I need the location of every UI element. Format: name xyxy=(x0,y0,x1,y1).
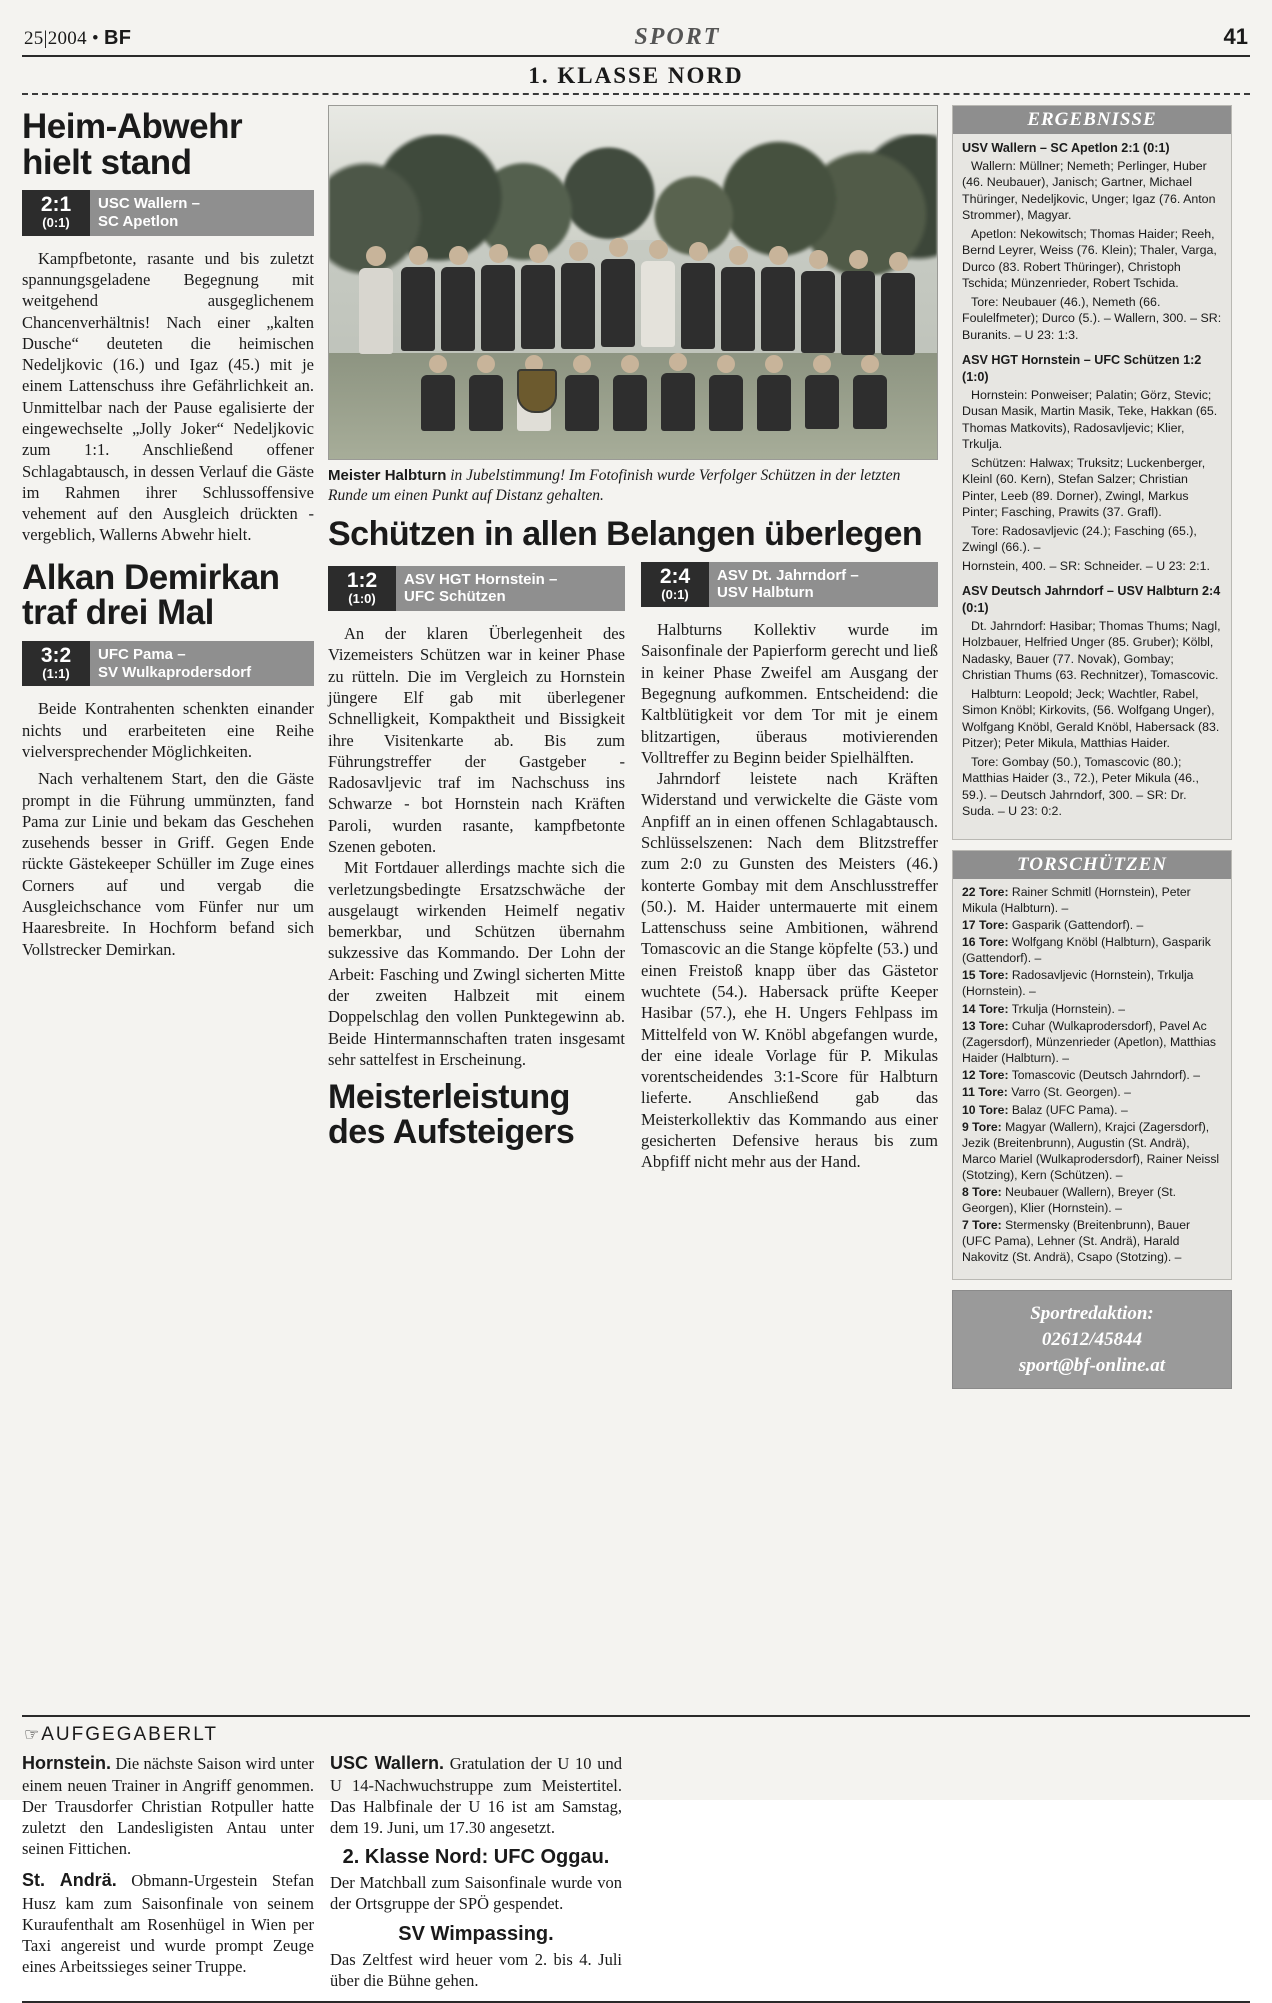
aufgegabert-item-heading: USC Wallern. xyxy=(330,1753,444,1773)
aufgegabert-col-1 xyxy=(22,1752,314,1993)
score-fulltime: 1:2 xyxy=(346,568,378,592)
match-venue: Hornstein, 400. – SR: Schneider. – U 23: 2:1. xyxy=(962,558,1210,573)
scorer-count: 22 Tore: xyxy=(962,884,1009,899)
scorebox-jahrndorf-halbturn xyxy=(641,562,938,607)
scorer-names: Neubauer (Wallern), Breyer (St. Georgen), Klier (Hornstein). – xyxy=(962,1185,1177,1215)
photo-caption-lead: Meister Halbturn xyxy=(328,467,447,484)
aufgegabert-item-text: Obmann-Urgestein Stefan Husz kam zum Saisonfinale von seinem Kuraufenthalt am Rosenhügel in Wien per Taxi angereist und wurde prompt Zeuge eines Arbeitssieges seiner Truppe. xyxy=(22,1871,314,1976)
photo-person xyxy=(359,246,393,354)
scorebox-score xyxy=(641,562,709,607)
match-goals: Tore: Gombay (50.), Tomascovic (80.); Matthias Haider (3., 72.), Peter Mikula (46., 59.). – Deutsch Jahrndorf, 300. – SR: Dr. Suda. – U 23: 0:2. xyxy=(962,754,1199,819)
aufgegabert-item xyxy=(330,1752,622,1838)
page-content xyxy=(22,105,1250,1705)
aufgegabert-item-text: Gratulation der U 10 und U 14-Nachwuchstruppe zum Meistertitel. Das Halbfinale der U 16 ist am Samstag, dem 19. Juni, um 17.30 angesetzt. xyxy=(330,1754,622,1838)
team-away: SV Wulkaprodersdorf xyxy=(98,663,252,681)
match-lineup-away: Halbturn: Leopold; Jeck; Wachtler, Rabel, Simon Knöbl; Kirkovits, (56. Wolfgang Unger), Wolfgang Knöbl, Gerald Knöbl, Habersack (83. Pitzer); Peter Mikula, Matthias Haider. xyxy=(962,686,1220,751)
scorer-names: Magyar (Wallern), Krajci (Zagersdorf), Jezik (Breitenbrunn), Augustin (St. Andrä), Marco Mariel (Wulkaprodersdorf), Rainer Neissl (Stotzing), Kern (Schützen). – xyxy=(962,1120,1220,1182)
aufgegabert-col-2 xyxy=(330,1752,622,1993)
scorer-row xyxy=(962,885,1222,917)
photo-person xyxy=(401,246,435,351)
team-photo xyxy=(328,105,938,460)
photo-caption xyxy=(328,466,938,505)
aufgegabert-section xyxy=(22,1715,1250,2003)
scorer-row xyxy=(962,1085,1222,1101)
photo-person xyxy=(761,246,795,351)
scorer-names: Gasparik (Gattendorf). – xyxy=(1011,917,1144,932)
photo-person xyxy=(801,250,835,353)
scorers-panel xyxy=(952,850,1232,1281)
photo-person xyxy=(421,355,455,431)
aufgegabert-item-lead: St. Andrä. xyxy=(22,1870,117,1891)
scorer-names: Trkulja (Hornstein). – xyxy=(1011,1001,1126,1016)
aufgegabert-item-text: Das Zeltfest wird heuer vom 2. bis 4. Juli über die Bühne gehen. xyxy=(330,1949,622,1990)
match-goals: Tore: Neubauer (46.), Nemeth (66. Foulelfmeter); Durco (5.). – Wallern, 300. – SR: Buranits. – U 23: 1:3. xyxy=(962,294,1222,342)
scorebox-teams xyxy=(396,566,565,611)
scorer-names: Radosavljevic (Hornstein), Trkulja (Hornstein). – xyxy=(962,968,1194,999)
brand-name: BF xyxy=(103,27,132,49)
match-lineup-home: Hornstein: Ponweiser; Palatin; Görz, Stevic; Dusan Masik, Martin Masik, Teke, Hakkan (65. Thomas Matkovits), Radosavljevic; Klier, Trkulja. xyxy=(962,387,1218,452)
aufgegabert-columns xyxy=(22,1752,1250,1993)
scorebox-wallern-apetlon xyxy=(22,190,314,235)
aufgegabert-item-heading: SV Wimpassing. xyxy=(398,1922,554,1945)
scorebox-score xyxy=(22,641,90,686)
scorer-names: Cuhar (Wulkaprodersdorf), Pavel Ac (Zagersdorf), Münzenrieder (Apetlon), Matthias Haider (Halbturn). – xyxy=(962,1019,1217,1065)
result-match xyxy=(962,140,1222,343)
match-title: ASV HGT Hornstein – UFC Schützen 1:2 (1:0) xyxy=(962,353,1202,384)
aufgegabert-item xyxy=(22,1752,314,1859)
scorer-row xyxy=(962,1120,1222,1183)
pointer-icon: ☞ xyxy=(24,1725,42,1744)
scorer-row xyxy=(962,1002,1222,1018)
right-column xyxy=(952,105,1232,1705)
aufgegabert-col-3 xyxy=(638,1752,918,1993)
team-home: UFC Pama – xyxy=(98,646,186,664)
article-body-meisterleistung-1: Halbturns Kollektiv wurde im Saisonfinale der Papierform gerecht und ließ in keiner Phase Zweifel am Ausgang der Begegnung aufkommen. Entscheidend: die Kaltblütigkeit vor dem Tor mit je einem blitzartigen, überaus motivierenden Volltreffer zu Beginn beider Spielhälften. xyxy=(641,620,938,767)
aufgegabert-title-text: AUFGEGABERLT xyxy=(41,1724,218,1745)
results-panel-title: ERGEBNISSE xyxy=(953,106,1231,134)
scorebox-teams xyxy=(90,641,259,686)
scorer-count: 12 Tore: xyxy=(962,1068,1009,1083)
photo-person xyxy=(881,252,915,355)
scorer-names: Stermensky (Breitenbrunn), Bauer (UFC Pama), Lehner (St. Andrä), Harald Nakovitz (St. Andrä), Csapo (Stotzing). – xyxy=(962,1218,1191,1265)
photo-person xyxy=(641,240,675,347)
aufgegabert-item-text: Der Matchball zum Saisonfinale wurde von der Ortsgruppe der SPÖ gespendet. xyxy=(330,1873,622,1914)
scorer-names: Varro (St. Georgen). – xyxy=(1011,1085,1131,1100)
article-body-schuetzen-1: An der klaren Überlegenheit des Vizemeisters Schützen war in keiner Phase zu rütteln. Die im Vergleich zu Hornstein jüngere Elf gab mit überlegener Schnelligkeit, Kompaktheit und Bissigkeit ihre Visitenkarte ab. Bis zum Führungstreffer der Gastgeber - Radosavljevic traf im Nachschuss ins Schwarze - bot Hornstein nach Kräften Paroli, wurden rasante, kampfbetonte Szenen geboten. xyxy=(328,624,625,856)
score-fulltime: 3:2 xyxy=(40,644,72,668)
article-body-heim-abwehr: Kampfbetonte, rasante und bis zuletzt spannungsgeladene Begegnung mit weitgehend ausgeglichenem Chancenverhältnis! Nach einer „kalten Dusche“ deuteten die heimischen Nedeljkovic (16.) und Igaz (45.) mit je einem Lattenschuss ihre Gefährlichkeit an. Unmittelbar nach der Pause egalisierte der eingewechselte „Jolly Joker“ Nedeljkovic zum 1:1. Anschließend offener Schlagabtausch, in dessen Verlauf die Gäste im Rahmen ihrer Schlussoffensive vehement auf den Ausgleich drückten - vergeblich, Wallerns Abwehr hielt. xyxy=(22,248,314,545)
photo-person xyxy=(601,238,635,347)
page-number: 41 xyxy=(1223,24,1248,49)
scorer-row xyxy=(962,968,1222,1000)
scorer-count: 11 Tore: xyxy=(962,1085,1008,1100)
article-headline-meisterleistung: Meisterleistung des Aufsteigers xyxy=(328,1078,575,1151)
aufgegabert-item-lead: Hornstein. xyxy=(22,1753,112,1773)
photo-person xyxy=(805,355,839,429)
scorer-row xyxy=(962,1068,1222,1084)
article-headline-heim-abwehr: Heim-Abwehr hielt stand xyxy=(22,107,243,182)
scorebox-hornstein-schuetzen xyxy=(328,566,625,611)
scorer-count: 10 Tore: xyxy=(962,1102,1009,1117)
match-lineup-home: Wallern: Müllner; Nemeth; Perlinger, Huber (46. Neubauer), Janisch; Gartner, Michael Thüringer, Nedeljkovic, Unger; Igaz (76. Anton Strommer), Magyar. xyxy=(962,158,1216,223)
scorebox-hornstein-schuetzen-wrapper xyxy=(328,566,625,611)
photo-person xyxy=(565,355,599,431)
scorer-row xyxy=(962,935,1222,967)
score-fulltime: 2:1 xyxy=(40,193,72,217)
photo-person xyxy=(721,246,755,351)
masthead xyxy=(22,18,1250,53)
photo-person xyxy=(441,246,475,351)
middle-column xyxy=(328,105,938,1705)
scorer-names: Wolfgang Knöbl (Halbturn), Gasparik (Gattendorf). – xyxy=(962,935,1211,966)
contact-email[interactable]: sport@bf-online.at xyxy=(1018,1354,1166,1376)
scorer-count: 8 Tore: xyxy=(962,1185,1002,1200)
aufgegabert-title xyxy=(22,1721,1250,1752)
result-match xyxy=(962,352,1222,574)
scorebox-score xyxy=(328,566,396,611)
masthead-section: SPORT xyxy=(634,24,721,50)
scorers-panel-title: TORSCHÜTZEN xyxy=(953,851,1231,879)
scorer-count: 16 Tore: xyxy=(962,935,1009,950)
result-match xyxy=(962,583,1222,819)
scorebox-teams xyxy=(709,562,867,607)
article-body-schuetzen-2: Mit Fortdauer allerdings machte sich die verletzungsbedingte Ersatzschwäche der ausgelaugt wirkenden Heimelf negativ bemerkbar, und Schützen übernahm sukzessive das Kommando. Der Lohn der Arbeit: Fasching und Zwingl sicherten Mitte der zweiten Halbzeit mit einem Doppelschlag den vollen Punktegewinn ab. Beide Hintermannschaften traten insgesamt sehr sattelfest in Erscheinung. xyxy=(328,858,625,1069)
scorer-count: 14 Tore: xyxy=(962,1001,1009,1016)
score-halftime: (1:0) xyxy=(348,590,376,606)
scorer-row xyxy=(962,918,1222,934)
aufgegabert-item xyxy=(22,1869,314,1976)
scorer-count: 13 Tore: xyxy=(962,1019,1009,1034)
scorebox-score xyxy=(22,190,90,235)
article-schuetzen-columns xyxy=(328,562,938,1173)
team-home: ASV HGT Hornstein – xyxy=(404,570,558,588)
contact-box xyxy=(952,1290,1232,1389)
scorebox-teams xyxy=(90,190,208,235)
issue-info xyxy=(24,27,131,50)
article-body-demirkan-1: Beide Kontrahenten schenkten einander nichts und erarbeiteten eine Reihe vielversprechender Möglichkeiten. xyxy=(22,699,314,761)
scorebox-jahrndorf-halbturn-wrapper xyxy=(641,562,938,607)
score-fulltime: 2:4 xyxy=(659,564,691,588)
article-body-meisterleistung-2: Jahrndorf leistete nach Kräften Widerstand und verwickelte die Gäste vom Anpfiff an in einen offenen Schlagabtausch. Schlüsselszenen: Nach dem Blitzstreffer zum 2:0 zu Gunsten des Meisters (46.) konterte Gombay mit dem Anschlusstreffer (50.). M. Haider untermauerte mit einem Lattenschuss seine Ambitionen, während Tomascovic an die Stange köpfelte (53.) und einen Freistoß knapp über das Gästetor wuchtete (54.). Habersack prüfte Keeper Hasibar (57.), ehe H. Ungers Fehlpass im Mittelfeld von W. Knöbl abgefangen wurde, der eine ideale Vorlage für P. Mikulas vorentscheidendes 3:1-Score für Halbturn lieferte. Anschließend gab das Meisterkollektiv das Kommando aus einer gesicherten Defensive heraus bis zum Abpfiff nicht mehr aus der Hand. xyxy=(641,769,938,1172)
score-halftime: (1:1) xyxy=(42,666,70,682)
match-title: USV Wallern – SC Apetlon 2:1 (0:1) xyxy=(962,141,1170,155)
scorer-row xyxy=(962,1019,1222,1067)
scorer-names: Rainer Schmitl (Hornstein), Peter Mikula (Halbturn). – xyxy=(962,884,1191,915)
score-halftime: (0:1) xyxy=(42,215,70,231)
team-home: ASV Dt. Jahrndorf – xyxy=(717,566,859,584)
article-headline-schuetzen: Schützen in allen Belangen überlegen xyxy=(328,515,923,554)
photo-person xyxy=(757,355,791,431)
scorebox-pama-wulkaprodersdorf xyxy=(22,641,314,686)
scorer-row xyxy=(962,1185,1222,1217)
aufgegabert-item-heading: 2. Klasse Nord: UFC Oggau. xyxy=(342,1846,610,1869)
match-lineup-away: Apetlon: Nekowitsch; Thomas Haider; Reeh, Bernd Leyrer, Weiss (76. Klein); Thaler, Varga, Durco (83. Robert Thüringer), Christoph Tschida; Münzenrieder, Robert Tschida. xyxy=(962,226,1217,291)
photo-person xyxy=(853,355,887,429)
contact-phone: 02612/45844 xyxy=(1041,1329,1143,1351)
scorers-list xyxy=(953,879,1231,1272)
section-title: 1. KLASSE NORD xyxy=(528,63,744,88)
match-lineup-home: Dt. Jahrndorf: Hasibar; Thomas Thums; Nagl, Holzbauer, Helfried Unger (85. Gruber); Kölbl, Nadasky, Bauer (77. Novak), Gombay; Christian Thums (63. Rechnitzer), Tomascovic. xyxy=(962,618,1221,683)
photo-caption-text: in Jubelstimmung! Im Fotofinish wurde Verfolger Schützen in der letzten Runde um einen Punkt auf Distanz gehalten. xyxy=(328,467,901,504)
scorer-count: 15 Tore: xyxy=(962,968,1009,983)
results-panel-body xyxy=(953,134,1231,831)
scorer-names: Balaz (UFC Pama). – xyxy=(1011,1102,1128,1117)
photo-person xyxy=(521,244,555,349)
photo-person xyxy=(661,353,695,431)
match-title: ASV Deutsch Jahrndorf – USV Halbturn 2:4 (0:1) xyxy=(962,584,1221,615)
photo-person xyxy=(561,242,595,349)
scorer-count: 9 Tore: xyxy=(962,1120,1002,1135)
scorer-count: 7 Tore: xyxy=(962,1218,1002,1233)
team-away: SC Apetlon xyxy=(98,213,179,231)
aufgegabert-item-text: Die nächste Saison wird unter einem neuen Trainer in Angriff genommen. Der Trausdorfer Christian Rotpuller hatte zuletzt den Landesligisten Antau unter seinen Fittichen. xyxy=(22,1754,314,1859)
article-headline-demirkan: Alkan Demirkan traf drei Mal xyxy=(22,557,280,633)
score-halftime: (0:1) xyxy=(661,586,689,602)
team-away: USV Halbturn xyxy=(717,584,814,602)
photo-person xyxy=(613,355,647,431)
scorer-row xyxy=(962,1103,1222,1119)
championship-shield xyxy=(517,369,557,413)
team-home: USC Wallern – xyxy=(98,195,200,213)
article-body-demirkan-2: Nach verhaltenem Start, den die Gäste prompt in die Führung ummünzten, fand Pama zur Linie und bekam das Geschehen zusehends besser in Griff. Gegen Ende rückte Gästekeeper Schüller im Zuge eines Corners auf und vergab die Ausgleichschance vom Fünfer nur um Haaresbreite. In Hochform befand sich Vollstrecker Demirkan. xyxy=(22,769,314,959)
photo-person xyxy=(681,242,715,349)
match-goals: Tore: Radosavljevic (24.); Fasching (65.), Zwingl (66.). – xyxy=(962,523,1197,555)
photo-person xyxy=(469,355,503,431)
section-rule xyxy=(22,93,1250,95)
team-away: UFC Schützen xyxy=(404,588,506,606)
photo-person xyxy=(481,244,515,351)
left-column xyxy=(22,105,314,1705)
photo-person xyxy=(841,250,875,355)
scorer-count: 17 Tore: xyxy=(962,917,1009,932)
contact-label: Sportredaktion: xyxy=(1030,1303,1154,1325)
results-panel xyxy=(952,105,1232,840)
scorer-names: Tomascovic (Deutsch Jahrndorf). – xyxy=(1011,1068,1200,1083)
match-lineup-away: Schützen: Halwax; Truksitz; Luckenberger, Kleinl (60. Kern), Stefan Salzer; Christian Pinter, Leeb (89. Dorner), Zwingl, Markus Pinter; Fasching, Prawits (37. Grafl). xyxy=(962,455,1206,520)
photo-person xyxy=(709,355,743,431)
scorer-row xyxy=(962,1218,1222,1266)
team-photo-wrapper xyxy=(328,105,938,460)
issue-number: 25|2004 • xyxy=(24,28,104,49)
